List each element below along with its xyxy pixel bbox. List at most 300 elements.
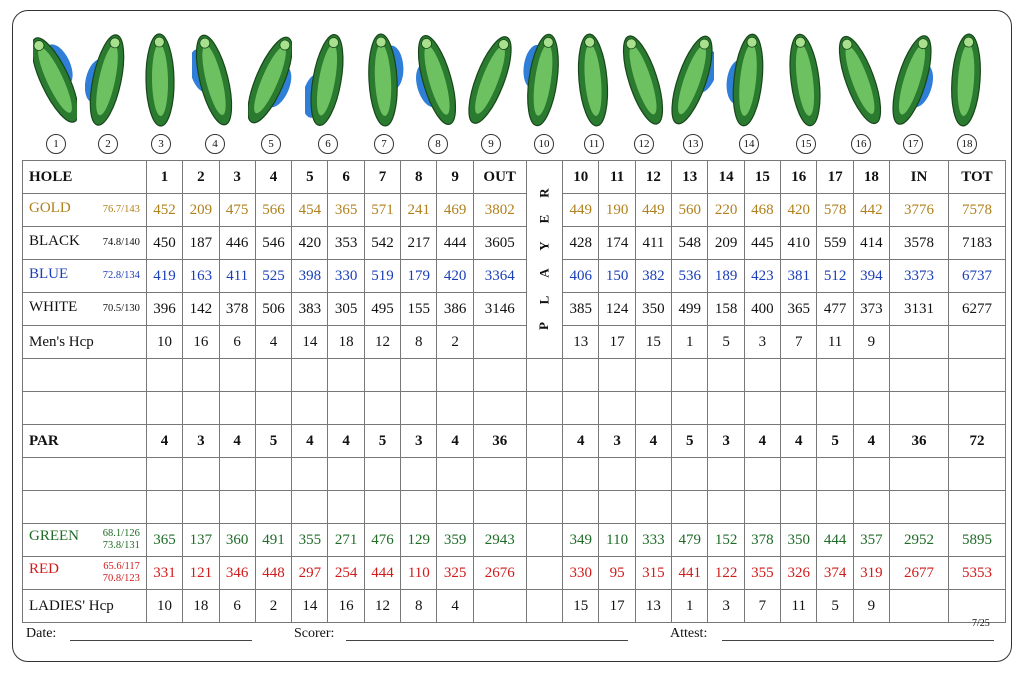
gold-hole-14: 220 [708,194,744,227]
blue-hole-9: 420 [437,260,473,293]
white-hole-18: 373 [853,293,889,326]
player-score-row-2-cell[interactable] [563,392,599,425]
player-score-row-3-cell[interactable] [401,458,437,491]
gold-hole-1: 452 [146,194,182,227]
hole-6-header: 6 [328,161,364,194]
par-hole-14: 3 [708,425,744,458]
ladieshcp-hole-13: 1 [672,590,708,623]
green-hole-16: 350 [781,524,817,557]
player-score-row-4-cell[interactable] [473,491,526,524]
player-score-row-2-cell[interactable] [292,392,328,425]
par-hole-2: 3 [183,425,219,458]
hole-18-header: 18 [853,161,889,194]
green-tot: 5895 [948,524,1005,557]
player-score-row-1-cell[interactable] [817,359,853,392]
black-out: 3605 [473,227,526,260]
player-score-row-4-cell[interactable] [948,491,1005,524]
hole-diagrams [0,0,1024,160]
gold-rating: 76.7/143 [102,204,140,215]
gold-tot: 7578 [948,194,1005,227]
blue-hole-11: 150 [599,260,635,293]
player-score-row-1-cell[interactable] [255,359,291,392]
player-letter: L [536,295,552,305]
ladieshcp-hole-18: 9 [853,590,889,623]
player-score-row-1-cell[interactable] [328,359,364,392]
player-score-row-1-cell[interactable] [853,359,889,392]
par-hole-1: 4 [146,425,182,458]
menshcp-hole-9: 2 [437,326,473,359]
player-score-row-3-cell[interactable] [328,458,364,491]
gold-hole-10: 449 [563,194,599,227]
player-score-row-3-cell[interactable] [890,458,949,491]
player-score-row-3-cell[interactable] [563,458,599,491]
gold-hole-18: 442 [853,194,889,227]
player-score-row-3-cell[interactable] [853,458,889,491]
player-score-row-4-label[interactable] [23,491,147,524]
player-score-row-3-cell[interactable] [672,458,708,491]
green-hole-12: 333 [635,524,671,557]
menshcp-hole-11: 17 [599,326,635,359]
menshcp-in [890,326,949,359]
player-score-row-2-cell[interactable] [708,392,744,425]
hole-5-number: 5 [261,134,281,154]
player-score-row-3-cell[interactable] [781,458,817,491]
menshcp-hole-14: 5 [708,326,744,359]
player-score-row-1-cell[interactable] [437,359,473,392]
player-score-row-3-cell[interactable] [255,458,291,491]
red-hole-11: 95 [599,557,635,590]
player-score-row-4-cell[interactable] [672,491,708,524]
player-score-row-2-cell[interactable] [781,392,817,425]
white-label [23,293,147,326]
green-hole-1: 365 [146,524,182,557]
player-score-row-4-cell[interactable] [437,491,473,524]
player-score-row-4-cell[interactable] [781,491,817,524]
player-score-row-4-cell[interactable] [563,491,599,524]
blue-in: 3373 [890,260,949,293]
white-tee-name: WHITE [29,299,78,315]
green-rating: 68.1/126 73.8/131 [102,527,140,551]
white-row [23,293,1006,326]
player-score-row-4-cell[interactable] [255,491,291,524]
hole-13-header: 13 [672,161,708,194]
player-score-row-2-cell[interactable] [635,392,671,425]
white-tot: 6277 [948,293,1005,326]
par-row [23,425,1006,458]
green-tee-name: GREEN [29,527,79,544]
par-hole-16: 4 [781,425,817,458]
hole-15-number: 15 [796,134,816,154]
black-hole-3: 446 [219,227,255,260]
hole-7-header: 7 [364,161,400,194]
scorer-line[interactable] [346,640,628,641]
player-score-row-2-cell[interactable] [401,392,437,425]
player-score-row-4-cell[interactable] [364,491,400,524]
scorer-label: Scorer: [294,626,335,641]
black-hole-2: 187 [183,227,219,260]
green-hole-6: 271 [328,524,364,557]
par-hole-17: 5 [817,425,853,458]
menshcp-hole-13: 1 [672,326,708,359]
par-hole-6: 4 [328,425,364,458]
player-score-row-1-cell[interactable] [744,359,780,392]
par-hole-9: 4 [437,425,473,458]
hole-2-number: 2 [98,134,118,154]
player-score-row-3-cell[interactable] [146,458,182,491]
black-tot: 7183 [948,227,1005,260]
player-score-row-3-cell[interactable] [635,458,671,491]
black-hole-1: 450 [146,227,182,260]
player-score-row-4-cell[interactable] [401,491,437,524]
player-score-row-4-cell[interactable] [219,491,255,524]
white-hole-12: 350 [635,293,671,326]
blue-hole-8: 179 [401,260,437,293]
player-score-row-1-player-cell[interactable] [526,359,563,392]
blue-hole-5: 398 [292,260,328,293]
black-hole-16: 410 [781,227,817,260]
hole-7-diagram-icon [361,28,405,132]
red-hole-13: 441 [672,557,708,590]
player-score-row-3-cell[interactable] [948,458,1005,491]
player-score-row-3-cell[interactable] [708,458,744,491]
player-score-row-1-cell[interactable] [781,359,817,392]
green-hole-18: 357 [853,524,889,557]
green-hole-5: 355 [292,524,328,557]
player-score-row-3-cell[interactable] [292,458,328,491]
white-hole-3: 378 [219,293,255,326]
player-letter: Y [536,241,552,251]
player-score-row-4-cell[interactable] [292,491,328,524]
par-hole-12: 4 [635,425,671,458]
player-score-row-2-cell[interactable] [437,392,473,425]
hole-14-header: 14 [708,161,744,194]
player-score-row-2-cell[interactable] [328,392,364,425]
blue-hole-16: 381 [781,260,817,293]
blue-out: 3364 [473,260,526,293]
hole-8-header: 8 [401,161,437,194]
menshcp-hole-3: 6 [219,326,255,359]
player-score-row-2-label[interactable] [23,392,147,425]
black-tee-name: BLACK [29,233,80,249]
player-score-row-1-cell[interactable] [890,359,949,392]
ladieshcp-hole-8: 8 [401,590,437,623]
player-score-row-1-cell[interactable] [292,359,328,392]
player-score-row-3-label[interactable] [23,458,147,491]
player-score-row-2-cell[interactable] [599,392,635,425]
player-score-row-3-cell[interactable] [364,458,400,491]
player-score-row-1-cell[interactable] [672,359,708,392]
white-hole-10: 385 [563,293,599,326]
red-player-cell [526,557,563,590]
hole-14-number: 14 [739,134,759,154]
green-hole-3: 360 [219,524,255,557]
player-score-row-1-label[interactable] [23,359,147,392]
hole-3-number: 3 [151,134,171,154]
black-hole-8: 217 [401,227,437,260]
ladies-player-cell [526,590,563,623]
player-score-row-4 [23,491,1006,524]
player-score-row-2-cell[interactable] [853,392,889,425]
red-rating: 65.6/117 70.8/123 [102,560,140,584]
blue-tot: 6737 [948,260,1005,293]
red-hole-17: 374 [817,557,853,590]
menshcp-hole-18: 9 [853,326,889,359]
gold-hole-8: 241 [401,194,437,227]
hole-14-diagram-icon [726,28,770,132]
gold-hole-15: 468 [744,194,780,227]
player-score-row-2-cell[interactable] [672,392,708,425]
ladieshcp-hole-14: 3 [708,590,744,623]
white-hole-11: 124 [599,293,635,326]
par-hole-10: 4 [563,425,599,458]
menshcp-hole-10: 13 [563,326,599,359]
player-score-row-4-cell[interactable] [853,491,889,524]
black-in: 3578 [890,227,949,260]
player-letter: P [536,322,552,331]
menshcp-hole-7: 12 [364,326,400,359]
player-score-row-2-cell[interactable] [473,392,526,425]
player-score-row-2-cell[interactable] [817,392,853,425]
gold-hole-7: 571 [364,194,400,227]
blue-hole-17: 512 [817,260,853,293]
player-score-row-2-player-cell[interactable] [526,392,563,425]
par-hole-8: 3 [401,425,437,458]
hole-17-header: 17 [817,161,853,194]
ladieshcp-label [23,590,147,623]
tot-header: TOT [948,161,1005,194]
gold-hole-9: 469 [437,194,473,227]
hole-10-number: 10 [534,134,554,154]
black-hole-4: 546 [255,227,291,260]
menshcp-hole-16: 7 [781,326,817,359]
hole-18-number: 18 [957,134,977,154]
menshcp-tee-name: Men's Hcp [29,333,94,350]
blue-hole-7: 519 [364,260,400,293]
menshcp-hole-8: 8 [401,326,437,359]
player-score-row-3-cell[interactable] [473,458,526,491]
player-score-row-1-cell[interactable] [563,359,599,392]
green-hole-13: 479 [672,524,708,557]
player-score-row-2-cell[interactable] [364,392,400,425]
white-rating: 70.5/130 [102,303,140,314]
ladieshcp-hole-7: 12 [364,590,400,623]
black-hole-7: 542 [364,227,400,260]
black-rating: 74.8/140 [102,237,140,248]
gold-hole-17: 578 [817,194,853,227]
blue-hole-4: 525 [255,260,291,293]
hole-16-number: 16 [851,134,871,154]
blue-tee-name: BLUE [29,266,69,282]
black-hole-15: 445 [744,227,780,260]
hole-16-diagram-icon [838,28,882,132]
player-letter: E [536,214,552,224]
blue-hole-1: 419 [146,260,182,293]
green-hole-17: 444 [817,524,853,557]
menshcp-row [23,326,1006,359]
white-hole-14: 158 [708,293,744,326]
ladieshcp-hole-12: 13 [635,590,671,623]
par-hole-15: 4 [744,425,780,458]
hole-9-header: 9 [437,161,473,194]
player-score-row-3-cell[interactable] [183,458,219,491]
red-hole-15: 355 [744,557,780,590]
hole-17-number: 17 [903,134,923,154]
menshcp-hole-17: 11 [817,326,853,359]
red-out: 2676 [473,557,526,590]
player-score-row-4-cell[interactable] [146,491,182,524]
red-hole-10: 330 [563,557,599,590]
blue-hole-2: 163 [183,260,219,293]
hole-4-header: 4 [255,161,291,194]
player-score-row-2-cell[interactable] [146,392,182,425]
gold-out: 3802 [473,194,526,227]
player-score-row-4-cell[interactable] [328,491,364,524]
player-score-row-2-cell[interactable] [255,392,291,425]
menshcp-hole-6: 18 [328,326,364,359]
player-score-row-1-cell[interactable] [473,359,526,392]
blue-hole-3: 411 [219,260,255,293]
blue-hole-12: 382 [635,260,671,293]
player-score-row-4-cell[interactable] [890,491,949,524]
player-score-row-1-cell[interactable] [635,359,671,392]
attest-line[interactable] [722,640,994,641]
ladieshcp-out [473,590,526,623]
black-hole-17: 559 [817,227,853,260]
player-score-row-1-cell[interactable] [708,359,744,392]
player-score-row-4-cell[interactable] [599,491,635,524]
player-score-row-2-cell[interactable] [183,392,219,425]
score-table [22,160,1006,623]
gold-hole-6: 365 [328,194,364,227]
player-score-row-1-cell[interactable] [146,359,182,392]
ladieshcp-hole-1: 10 [146,590,182,623]
player-score-row-3-cell[interactable] [744,458,780,491]
player-score-row-3-player-cell[interactable] [526,458,563,491]
hole-16-header: 16 [781,161,817,194]
blue-rating: 72.8/134 [102,270,140,281]
hole-5-diagram-icon [248,28,292,132]
player-score-row-4-cell[interactable] [635,491,671,524]
menshcp-hole-2: 16 [183,326,219,359]
player-score-row-1-cell[interactable] [599,359,635,392]
player-score-row-4-player-cell[interactable] [526,491,563,524]
black-row [23,227,1006,260]
par-hole-18: 4 [853,425,889,458]
menshcp-hole-1: 10 [146,326,182,359]
white-hole-1: 396 [146,293,182,326]
player-score-row-2-cell[interactable] [744,392,780,425]
green-in: 2952 [890,524,949,557]
menshcp-hole-12: 15 [635,326,671,359]
player-score-row-3 [23,458,1006,491]
player-score-row-4-cell[interactable] [183,491,219,524]
player-score-row-3-cell[interactable] [219,458,255,491]
player-score-row-2-cell[interactable] [948,392,1005,425]
hole-9-number: 9 [481,134,501,154]
out-header: OUT [473,161,526,194]
white-hole-17: 477 [817,293,853,326]
hole-8-number: 8 [428,134,448,154]
date-label: Date: [26,626,57,641]
black-label [23,227,147,260]
green-hole-8: 129 [401,524,437,557]
gold-hole-5: 454 [292,194,328,227]
red-hole-14: 122 [708,557,744,590]
hole-15-header: 15 [744,161,780,194]
black-hole-14: 209 [708,227,744,260]
black-hole-13: 548 [672,227,708,260]
menshcp-hole-5: 14 [292,326,328,359]
player-score-row-2 [23,392,1006,425]
menshcp-hole-15: 3 [744,326,780,359]
player-score-row-4-cell[interactable] [708,491,744,524]
red-hole-6: 254 [328,557,364,590]
ladieshcp-hole-16: 11 [781,590,817,623]
player-score-row-1-cell[interactable] [401,359,437,392]
red-label [23,557,147,590]
ladieshcp-row [23,590,1006,623]
hole-9-diagram-icon [468,28,512,132]
player-score-row-1-cell[interactable] [364,359,400,392]
green-hole-15: 378 [744,524,780,557]
player-score-row-2-cell[interactable] [219,392,255,425]
par-tot: 72 [948,425,1005,458]
date-line[interactable] [70,640,252,641]
hole-15-diagram-icon [783,28,827,132]
ladieshcp-hole-9: 4 [437,590,473,623]
player-score-row-3-cell[interactable] [599,458,635,491]
menshcp-hole-4: 4 [255,326,291,359]
hole-3-header: 3 [219,161,255,194]
black-hole-5: 420 [292,227,328,260]
white-hole-15: 400 [744,293,780,326]
hole-4-number: 4 [205,134,225,154]
gold-hole-11: 190 [599,194,635,227]
hole-header-label: HOLE [23,161,147,194]
player-score-row-4-cell[interactable] [817,491,853,524]
hole-5-header: 5 [292,161,328,194]
hole-4-diagram-icon [192,28,236,132]
white-hole-6: 305 [328,293,364,326]
player-column-label [526,161,563,359]
black-hole-11: 174 [599,227,635,260]
hole-10-header: 10 [563,161,599,194]
red-row [23,557,1006,590]
player-score-row-1-cell[interactable] [219,359,255,392]
blue-hole-18: 394 [853,260,889,293]
player-score-row-2-cell[interactable] [890,392,949,425]
gold-hole-13: 560 [672,194,708,227]
hole-17-diagram-icon [890,28,934,132]
player-score-row-1-cell[interactable] [183,359,219,392]
red-hole-5: 297 [292,557,328,590]
gold-in: 3776 [890,194,949,227]
gold-hole-4: 566 [255,194,291,227]
green-label [23,524,147,557]
in-header: IN [890,161,949,194]
player-score-row-1 [23,359,1006,392]
green-hole-11: 110 [599,524,635,557]
player-score-row-3-cell[interactable] [437,458,473,491]
player-score-row-3-cell[interactable] [817,458,853,491]
green-hole-2: 137 [183,524,219,557]
gold-tee-name: GOLD [29,200,71,216]
player-score-row-1-cell[interactable] [948,359,1005,392]
red-hole-8: 110 [401,557,437,590]
par-label [23,425,147,458]
hole-11-number: 11 [584,134,604,154]
player-score-row-4-cell[interactable] [744,491,780,524]
